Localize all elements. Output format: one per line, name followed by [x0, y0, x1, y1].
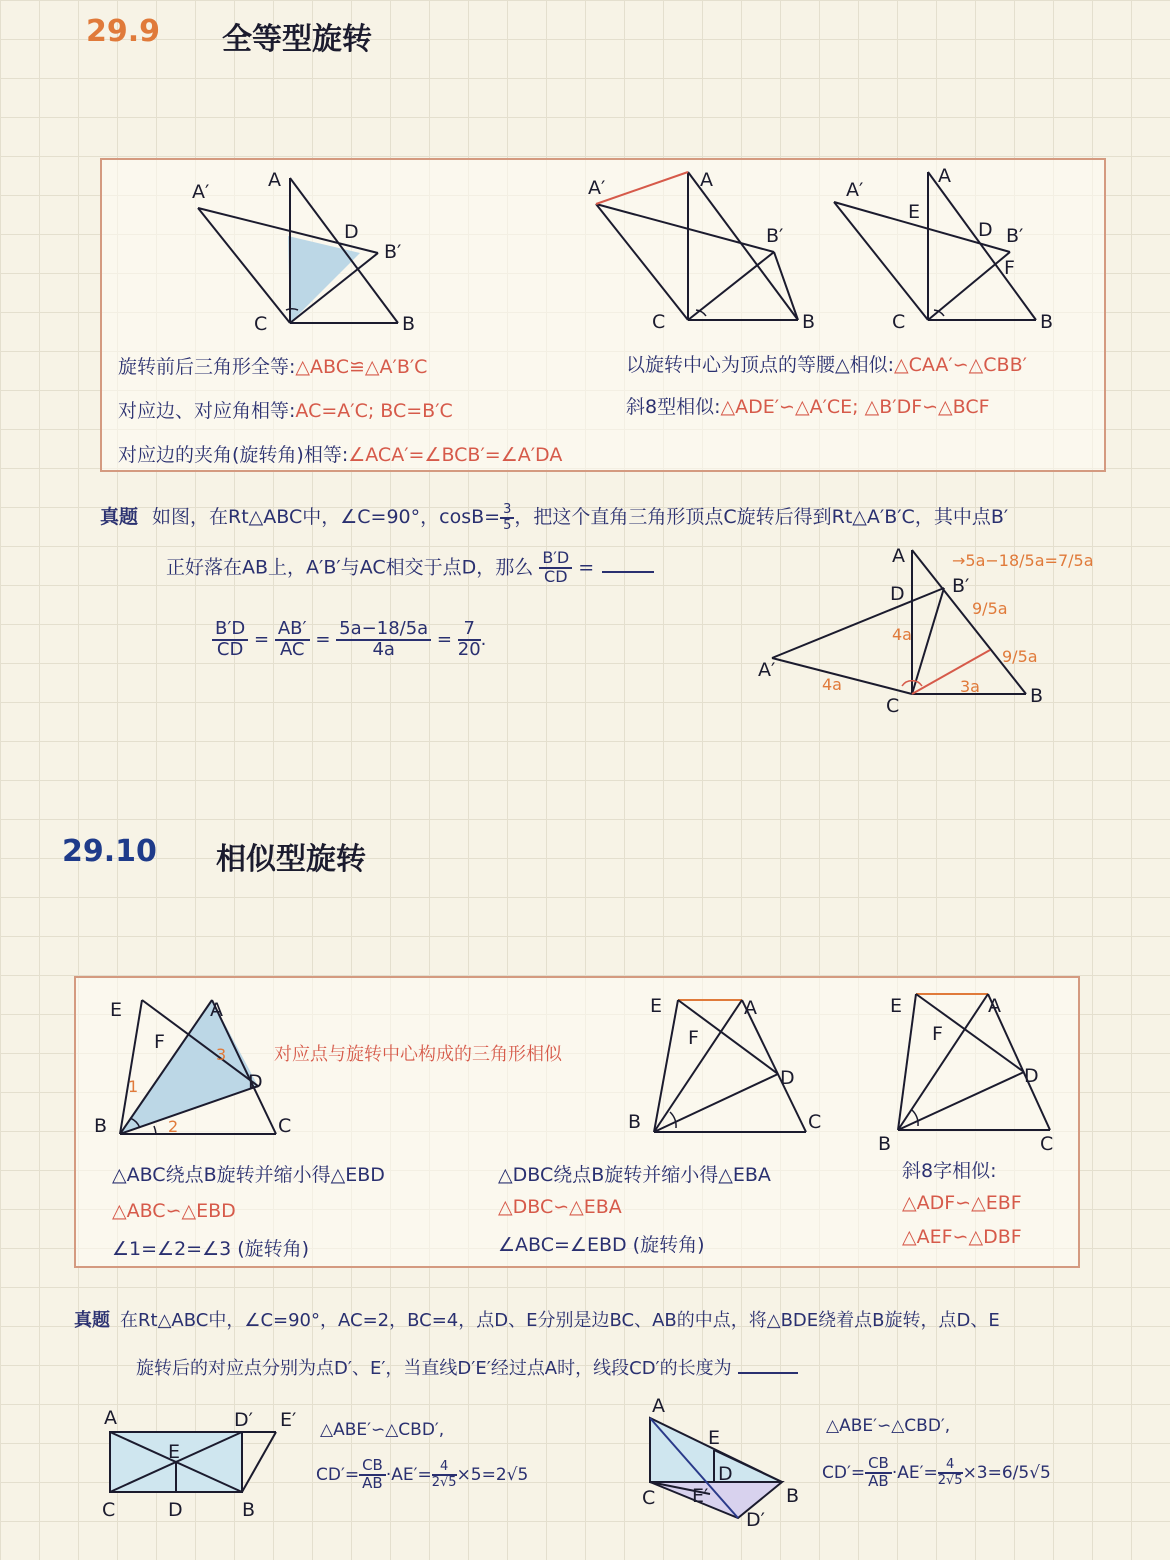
box2-col1-line3: ∠1=∠2=∠3 (旋转角) — [112, 1238, 310, 1260]
box1-right2: 斜8型相似:△ADE′∽△A′CE; △B′DF∽△BCF — [626, 396, 990, 418]
similar-rotation-figures — [76, 978, 1078, 1266]
b2fig2-label-e: E — [650, 995, 663, 1017]
box2-col1-line2: △ABC∽△EBD — [112, 1200, 236, 1222]
q1fig-note-1: 9/5a — [972, 599, 1008, 618]
summary-box-congruent — [100, 158, 1106, 472]
question2-line2: 旋转后的对应点分别为点D′、E′，当直线D′E′经过点A时，线段CD′的长度为 — [136, 1354, 798, 1380]
question2-tag: 真题 — [74, 1310, 110, 1331]
q2fig2-label-e: E — [708, 1427, 721, 1449]
q2fig1-label-e1: E′ — [280, 1409, 297, 1431]
fig1-label-b1: B′ — [384, 241, 402, 263]
b2fig2-label-d: D — [780, 1067, 795, 1089]
question1-line2: 正好落在AB上，A′B′与AC相交于点D，那么 $\frac{B'D}{CD}$ = — [166, 550, 654, 586]
question2-solution2-line1: △ABE′∽△CBD′, — [826, 1416, 951, 1436]
section-number: 29.9 — [86, 14, 161, 49]
b2fig1-label-e: E — [110, 999, 123, 1021]
q1fig-label-b: B — [1030, 685, 1044, 707]
box2-col3-line1: 斜8字相似: — [902, 1160, 997, 1182]
question2-figure-2 — [634, 1394, 824, 1534]
question1-tag: 真题 — [100, 506, 139, 528]
fig3-label-c: C — [892, 311, 906, 333]
b2fig3-label-a: A — [988, 995, 1001, 1017]
q1fig-top-note: →5a−18/5a=7/5a — [952, 551, 1094, 570]
fig2-label-b1: B′ — [766, 225, 784, 247]
b2fig3-label-f: F — [932, 1023, 943, 1045]
fig2-label-c: C — [652, 311, 666, 333]
fig3-label-b: B — [1040, 311, 1054, 333]
fig2-label-a1: A′ — [588, 177, 606, 199]
q2fig2-label-a: A — [652, 1395, 665, 1417]
b2fig1-angle-3: 3 — [216, 1045, 227, 1064]
q1fig-len-3a: 3a — [960, 677, 980, 696]
b2fig1-angle-2: 2 — [168, 1117, 179, 1136]
q2fig1-label-d: D — [168, 1499, 183, 1521]
question1-solution: $\frac{B'D}{CD}$ = $\frac{AB'}{AC}$ = $\frac{5a-18/5a}{4a}$ = $\frac{7}{20}$ . — [212, 620, 486, 660]
fig3-label-b1: B′ — [1006, 225, 1024, 247]
b2fig3-label-d: D — [1024, 1065, 1039, 1087]
fig3-label-e: E — [908, 201, 921, 223]
box2-col2-line3: ∠ABC=∠EBD (旋转角) — [498, 1234, 705, 1256]
q2fig2-label-b: B — [786, 1485, 800, 1507]
b2fig1-angle-1: 1 — [128, 1077, 139, 1096]
fig2-label-b: B — [802, 311, 816, 333]
q2fig2-label-d: D — [718, 1463, 733, 1485]
q1fig-label-d: D — [890, 583, 905, 605]
q2fig1-label-a: A — [104, 1407, 117, 1429]
box2-note: 对应点与旋转中心构成的三角形相似 — [274, 1044, 562, 1065]
b2fig2-label-a: A — [744, 997, 757, 1019]
q1fig-label-a: A — [892, 545, 905, 567]
b2fig2-label-b: B — [628, 1111, 642, 1133]
b2fig1-label-d: D — [248, 1071, 263, 1093]
question2-figure-1 — [96, 1400, 316, 1525]
congruent-rotation-figures — [102, 160, 1104, 470]
question1-line1: 真题 如图，在Rt△ABC中，∠C=90°，cosB= $\frac{3}{5}$ ，把这个直角三角形顶点C旋转后得到Rt△A′B′C，其中点B′ — [100, 501, 1009, 533]
b2fig2-label-c: C — [808, 1111, 822, 1133]
b2fig1-label-f: F — [154, 1031, 165, 1053]
q1fig-label-c: C — [886, 695, 900, 717]
q1fig-len-4a-1: 4a — [892, 625, 912, 644]
b2fig1-label-a: A — [210, 999, 223, 1021]
answer-blank-2 — [738, 1372, 798, 1374]
fig2-label-a: A — [700, 169, 713, 191]
box2-col2-line2: △DBC∽△EBA — [498, 1196, 622, 1218]
box2-col3-line2: △ADF∽△EBF — [902, 1192, 1022, 1214]
q2fig1-label-b: B — [242, 1499, 256, 1521]
figure-1 — [198, 178, 398, 323]
answer-blank-1 — [602, 571, 654, 573]
b2fig1-label-b: B — [94, 1115, 108, 1137]
question2-solution1-line2: CD′= $\frac{CB}{AB}$ ·AE′= $\frac{4}{2√5}$ ×5=2√5 — [316, 1456, 529, 1492]
fig3-label-f: F — [1004, 257, 1015, 279]
fig3-label-a: A — [938, 165, 951, 187]
question1-figure — [740, 540, 1120, 720]
q1fig-label-a1: A′ — [758, 659, 776, 681]
q2fig1-label-c: C — [102, 1499, 116, 1521]
fig1-label-a1: A′ — [192, 181, 210, 203]
box1-right1: 以旋转中心为顶点的等腰△相似:△CAA′∽△CBB′ — [626, 354, 1027, 376]
box2-col1-line1: △ABC绕点B旋转并缩小得△EBD — [112, 1164, 385, 1186]
fig1-label-d: D — [344, 221, 359, 243]
box2-col3-line3: △AEF∽△DBF — [902, 1226, 1022, 1248]
b2fig3-label-e: E — [890, 995, 903, 1017]
fig3-label-a1: A′ — [846, 179, 864, 201]
q2fig2-label-d1: D′ — [746, 1509, 765, 1531]
fig1-label-a: A — [268, 169, 281, 191]
b2fig2-label-f: F — [688, 1027, 699, 1049]
q1fig-len-4a-2: 4a — [822, 675, 842, 694]
section-title-2: 相似型旋转 — [216, 842, 366, 877]
question2-solution1-line1: △ABE′∽△CBD′, — [320, 1420, 445, 1440]
box1-line1: 旋转前后三角形全等:△ABC≌△A′B′C — [118, 356, 428, 378]
q1fig-note-2: 9/5a — [1002, 647, 1038, 666]
b2fig3-label-c: C — [1040, 1133, 1054, 1155]
q2fig2-label-c: C — [642, 1487, 656, 1509]
box1-line3: 对应边的夹角(旋转角)相等:∠ACA′=∠BCB′=∠A′DA — [118, 444, 563, 466]
q2fig1-label-e: E — [168, 1441, 181, 1463]
q2fig1-label-d1: D′ — [234, 1409, 253, 1431]
box2-col2-line1: △DBC绕点B旋转并缩小得△EBA — [498, 1164, 771, 1186]
section-title: 全等型旋转 — [222, 22, 372, 57]
summary-box-similar — [74, 976, 1080, 1268]
fig1-label-c: C — [254, 313, 268, 335]
b2fig3-label-b: B — [878, 1133, 892, 1155]
q1fig-label-b1: B′ — [952, 575, 970, 597]
question2-solution2-line2: CD′= $\frac{CB}{AB}$ ·AE′= $\frac{4}{2√5}$ ×3=6/5√5 — [822, 1454, 1051, 1490]
fig1-label-b: B — [402, 313, 416, 335]
question2-line1: 真题 在Rt△ABC中，∠C=90°，AC=2，BC=4，点D、E分别是边BC、AB的中点，将△BDE绕着点B旋转，点D、E — [74, 1310, 1000, 1331]
section-number-2: 29.10 — [62, 834, 157, 869]
fig3-label-d: D — [978, 219, 993, 241]
box1-line2: 对应边、对应角相等:AC=A′C; BC=B′C — [118, 400, 453, 422]
b2fig1-label-c: C — [278, 1115, 292, 1137]
q2fig2-label-e1: E′ — [692, 1485, 709, 1507]
